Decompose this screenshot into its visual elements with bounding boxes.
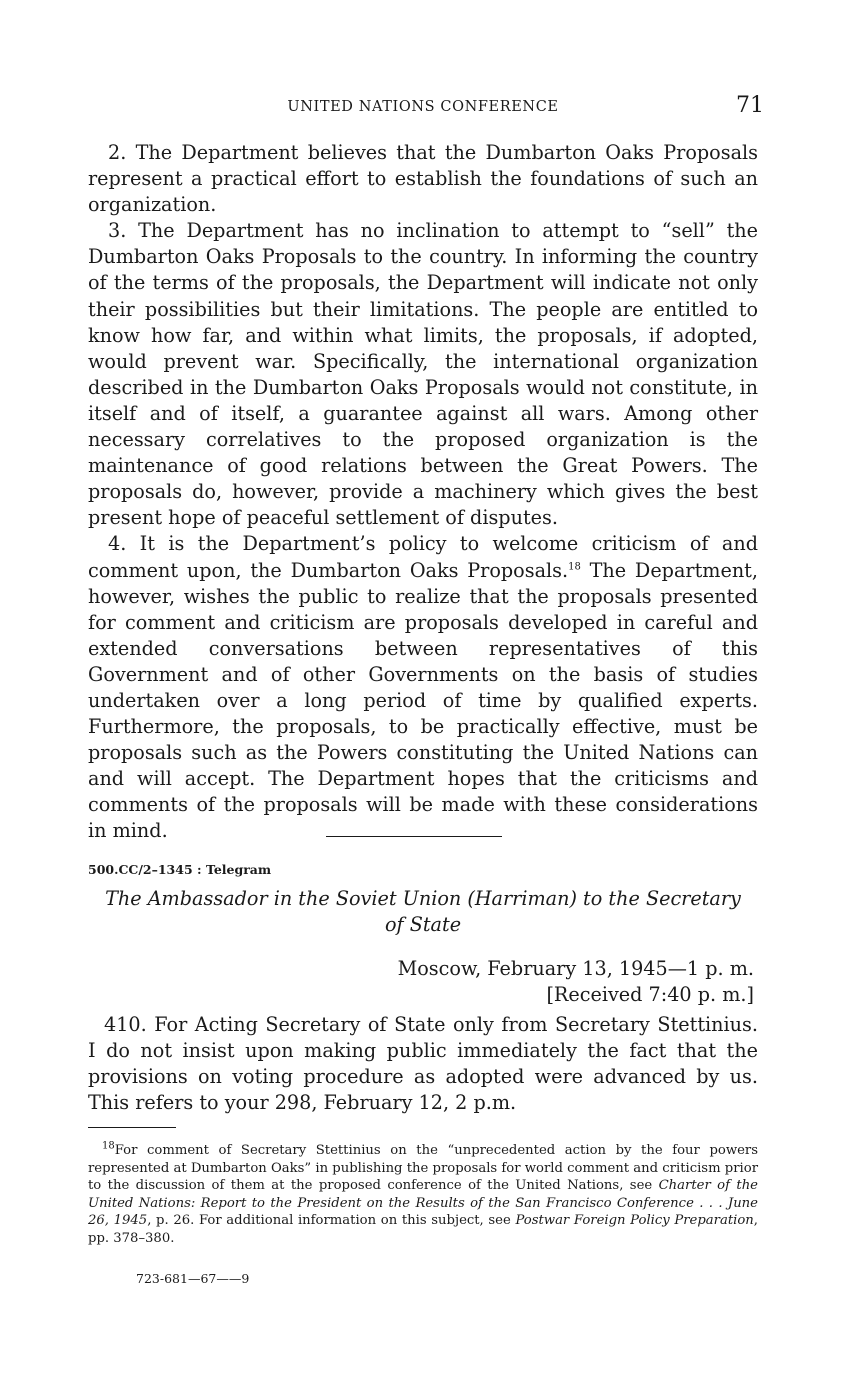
paragraph-4-rest: The Department, however, wishes the public to realize that the proposals presented for comment and criticism are proposals developed in careful and extended conversations between representatives of this Government and of other Governments on the basis of studies undertaken over a long period of time by qualified experts. Furthermore, the proposals, to be practically effective, must be proposals such as the Powers constituting the United Nations can and will accept. The Department hopes that the criticisms and comments of the proposals will be made with these considerations in mind. xyxy=(88,558,758,843)
print-code: 723-681—67——9 xyxy=(136,1271,250,1286)
telegram-body: 410. For Acting Secretary of State only from Secretary Stettinius. I do not insist upon making public immediately the fact that the provisions on voting procedure as adopted were advanced by us. This refers to your 298, February 12, 2 p.m. xyxy=(88,1013,758,1115)
footnote-citation-1: Charter of the United Nations: Report to the President on the Results of the San Francisco Conference . . . June 26, 1945 xyxy=(88,1178,758,1229)
paragraph-4-start: 4. It is the Department’s policy to welcome criticism of and comment upon, the Dumbarton Oaks Proposals. xyxy=(88,532,758,582)
footnote-divider xyxy=(88,1127,176,1128)
paragraph-3: 3. The Department has no inclination to attempt to “sell” the Dumbarton Oaks Proposals to the country. In informing the country of the terms of the proposals, the Department will indicate not only their possibilities but their limitations. The people are entitled to know how far, and within what limits, the proposals, if adopted, would prevent war. Specifically, the international organization described in the Dumbarton Oaks Proposals would not constitute, in itself and of itself, a guarantee against all wars. Among other necessary correlatives to the proposed organization is the maintenance of good relations between the Great Powers. The proposals do, however, provide a machinery which gives the best present hope of peaceful settlement of disputes. xyxy=(88,219,758,530)
running-title: UNITED NATIONS CONFERENCE xyxy=(287,99,559,115)
section-divider xyxy=(326,836,502,837)
document-title xyxy=(88,886,758,938)
telegram-text xyxy=(88,1012,758,1116)
footnote-citation-2: Postwar Foreign Policy Preparation xyxy=(515,1213,754,1229)
footnote-marker: 18 xyxy=(102,1140,115,1152)
page-number: 71 xyxy=(736,93,764,118)
footnote-reference: 18 xyxy=(568,561,581,573)
dateline xyxy=(398,956,754,1008)
footnote-18 xyxy=(88,1142,758,1248)
footnote-text-1: For comment of Secretary Stettinius on the “unprecedented action by the four powers represented at Dumbarton Oaks” in publishing the proposals for world comment and criticism prior to the discussion of them at the proposed conference of the United Nations, see xyxy=(88,1143,758,1194)
running-head xyxy=(88,93,764,119)
paragraph-4 xyxy=(88,531,758,844)
sent-date: Moscow, February 13, 1945—1 p. m. xyxy=(397,957,754,980)
body-text xyxy=(88,140,758,845)
footnote xyxy=(88,1142,758,1248)
file-reference: 500.CC/2–1345 : Telegram xyxy=(88,862,272,877)
document-title-line-2: of State xyxy=(384,913,462,936)
footnote-text-3: , pp. 378–380. xyxy=(88,1213,758,1246)
paragraph-2: 2. The Department believes that the Dumbarton Oaks Proposals represent a practical effort to establish the foundations of such an organization. xyxy=(88,141,758,217)
document-title-line-1: The Ambassador in the Soviet Union (Harriman) to the Secretary xyxy=(105,887,741,910)
received-time: [Received 7:40 p. m.] xyxy=(546,983,754,1006)
footnote-text-2: , p. 26. For additional information on this subject, see xyxy=(147,1213,516,1229)
